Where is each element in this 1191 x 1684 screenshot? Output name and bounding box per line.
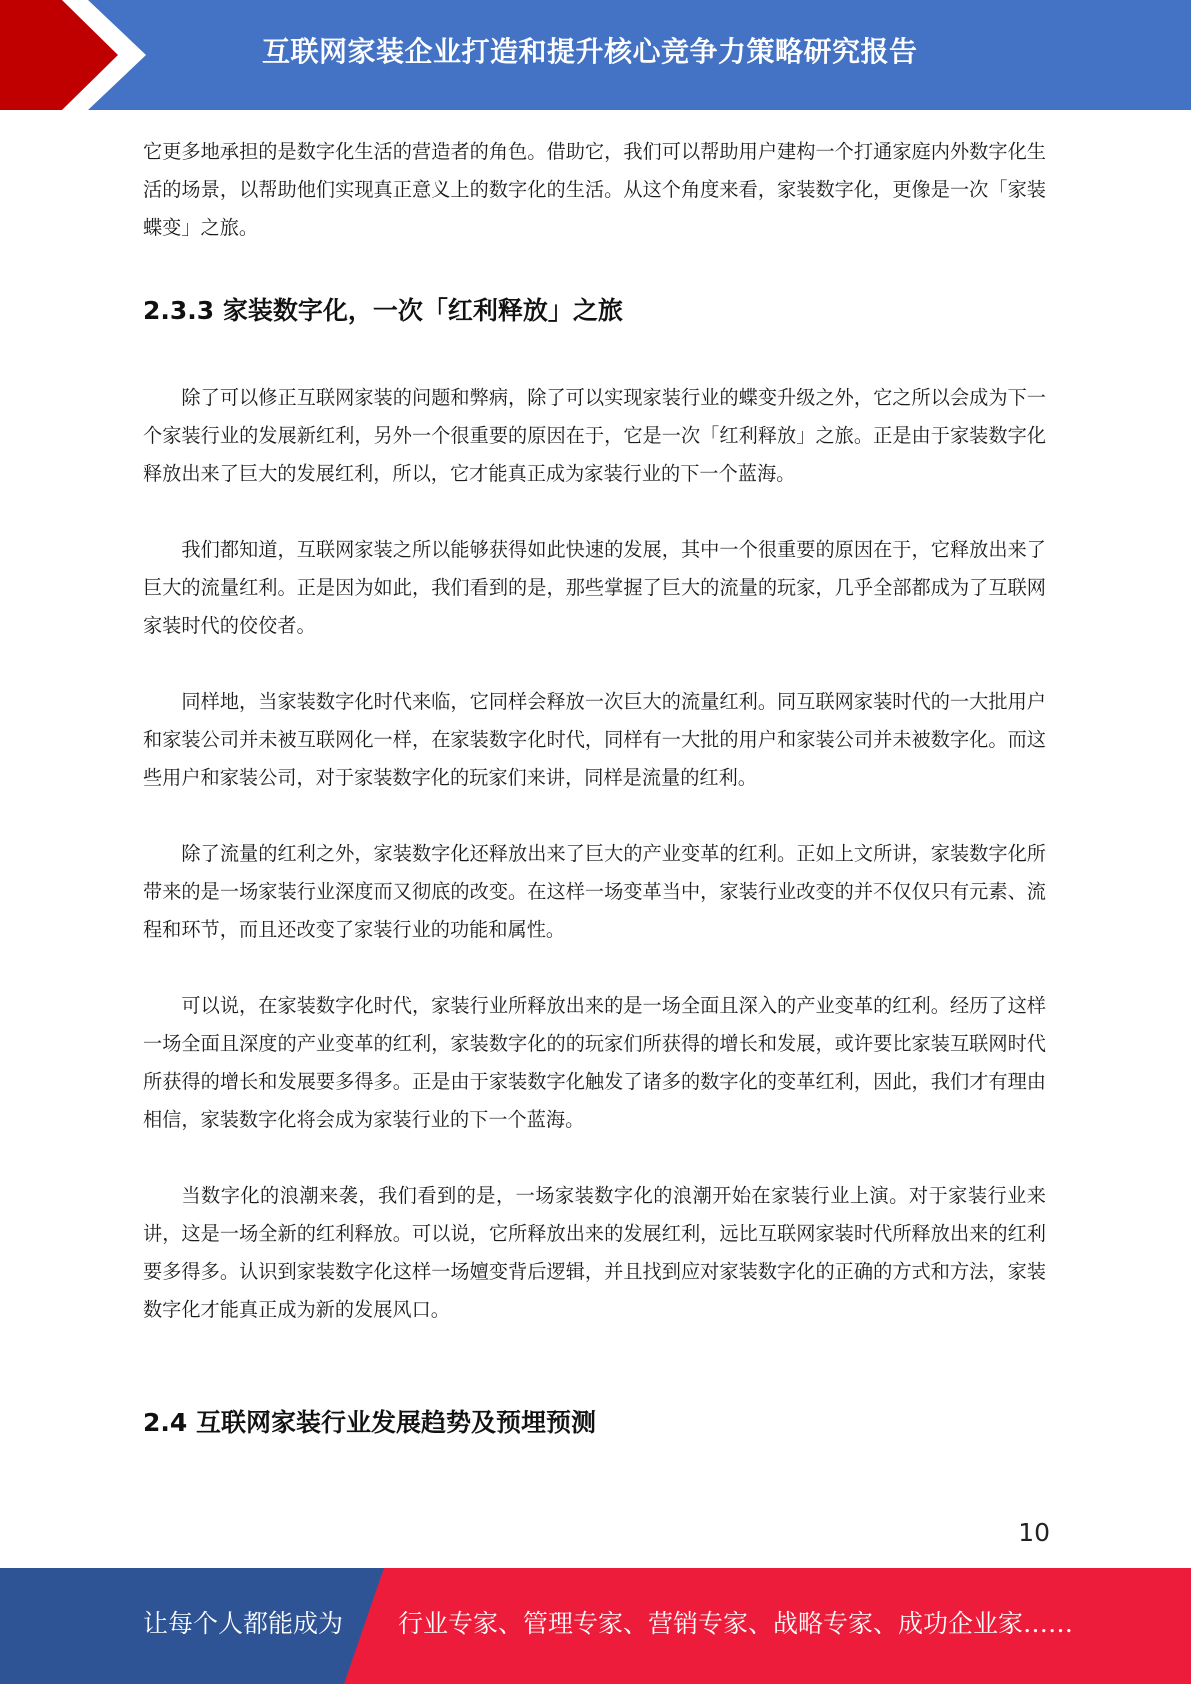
intro-paragraph: 它更多地承担的是数字化生活的营造者的角色。借助它，我们可以帮助用户建构一个打通家庭内外数字化生活的场景，以帮助他们实现真正意义上的数字化的生活。从这个角度来看，家装数字化，更像是一次「家装蝶变」之旅。 [143,140,1046,239]
section-heading-2-4: 2.4 互联网家装行业发展趋势及预埋预测 [143,1408,596,1437]
footer-slogan-left: 让每个人都能成为 [143,1609,344,1638]
body-paragraph: 可以说，在家装数字化时代，家装行业所释放出来的是一场全面且深入的产业变革的红利。经历了这样一场全面且深度的产业变革的红利，家装数字化的的玩家们所获得的增长和发展，或许要比家装互联网时代所获得的增长和发展要多得多。正是由于家装数字化触发了诸多的数字化的变革红利，因此，我们才有理由相信，家装数字化将会成为家装行业的下一个蓝海。 [143,994,1046,1131]
body-paragraph: 除了可以修正互联网家装的问题和弊病，除了可以实现家装行业的蝶变升级之外，它之所以会成为下一个家装行业的发展新红利，另外一个很重要的原因在于，它是一次「红利释放」之旅。正是由于家装数字化释放出来了巨大的发展红利，所以，它才能真正成为家装行业的下一个蓝海。 [143,386,1046,485]
body-paragraph: 当数字化的浪潮来袭，我们看到的是，一场家装数字化的浪潮开始在家装行业上演。对于家装行业来讲，这是一场全新的红利释放。可以说，它所释放出来的发展红利，远比互联网家装时代所释放出来的红利要多得多。认识到家装数字化这样一场嬗变背后逻辑，并且找到应对家装数字化的正确的方式和方法，家装数字化才能真正成为新的发展风口。 [143,1184,1046,1321]
page-footer [0,1568,1191,1684]
body-paragraph: 除了流量的红利之外，家装数字化还释放出来了巨大的产业变革的红利。正如上文所讲，家装数字化所带来的是一场家装行业深度而又彻底的改变。在这样一场变革当中，家装行业改变的并不仅仅只有元素、流程和环节，而且还改变了家装行业的功能和属性。 [143,842,1046,941]
body-paragraph: 同样地，当家装数字化时代来临，它同样会释放一次巨大的流量红利。同互联网家装时代的一大批用户和家装公司并未被互联网化一样，在家装数字化时代，同样有一大批的用户和家装公司并未被数字化。而这些用户和家装公司，对于家装数字化的玩家们来讲，同样是流量的红利。 [143,690,1046,789]
page-header [0,0,1191,110]
document-body [143,133,1046,1439]
body-paragraph: 我们都知道，互联网家装之所以能够获得如此快速的发展，其中一个很重要的原因在于，它释放出来了巨大的流量红利。正是因为如此，我们看到的是，那些掌握了巨大的流量的玩家，几乎全部都成为了互联网家装时代的佼佼者。 [143,538,1046,637]
section-heading-2-3-3: 2.3.3 家装数字化，一次「红利释放」之旅 [143,296,623,325]
page-number: 10 [1018,1518,1050,1547]
header-title: 互联网家装企业打造和提升核心竞争力策略研究报告 [262,35,918,68]
footer-slogan-right: 行业专家、管理专家、营销专家、战略专家、成功企业家…… [398,1609,1074,1638]
